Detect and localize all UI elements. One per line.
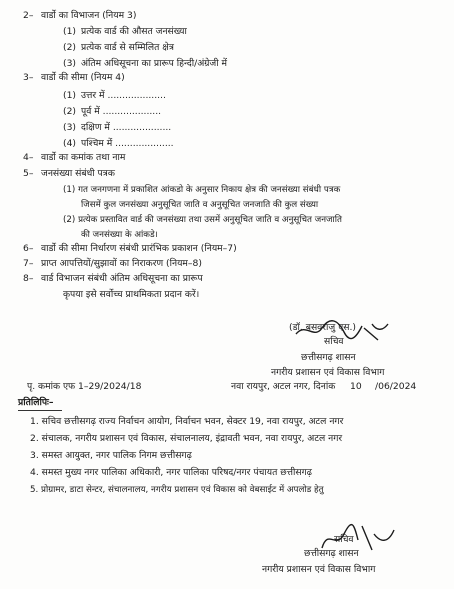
item-3-title: वार्डो की सीमा (नियम 4) [41,72,125,83]
item-3-sub-3-number: (3) [63,122,77,133]
item-2-sub-3-number: (3) [63,58,77,69]
item-3-number: 3– [23,72,34,83]
bottom-signatory-government: छत्तीसगढ़ शासन [304,548,359,559]
item-3-sub-3-text: दक्षिण में .................... [81,122,172,133]
item-2-sub-1-number: (1) [63,26,77,37]
item-7-title: प्राप्त आपत्तियों/सुझावों का निराकरण (नियम–8) [41,258,202,269]
item-4-number: 4– [23,152,34,163]
copy-heading: प्रतिलिपिः– [18,397,54,408]
copy-item-3: 3. समस्त आयुक्त, नगर पालिक निगम छत्तीसगढ़ [30,450,192,461]
copy-heading-underline [18,410,62,411]
item-5-sub-1-line-1: (1) गत जनगणना में प्रकाशित आंकडो के अनुसार निकाय क्षेत्र की जनसंख्या संबंधी पत्रक [63,185,341,195]
item-2-sub-3-text: अंतिम अधिसूचना का प्रारूप हिन्दी/अंग्रेजी में [81,58,228,69]
copy-item-4: 4. समस्त मुख्य नगर पालिका अधिकारी, नगर पालिका परिषद/नगर पंचायत छत्तीसगढ़ [30,467,312,478]
signatory-name: (डॉ. बसवराजु एस.) [289,322,356,333]
item-5-sub-2-line-1: (2) प्रत्येक प्रस्तावित वार्ड की जनसंख्या तथा उसमें अनुसूचित जाति व अनुसूचित जनजाति [63,215,342,225]
request-line: कृपया इसे सर्वोच्च प्राथमिकता प्रदान करें। [63,289,200,300]
item-5-number: 5– [23,168,34,179]
item-2-sub-2-text: प्रत्येक वार्ड से सम्मिलित क्षेत्र [81,42,174,53]
item-3-sub-2-text: पूर्व में .................... [81,106,162,117]
signatory-department: नगरीय प्रशासन एवं विकास विभाग [271,367,385,378]
item-3-sub-1-number: (1) [63,90,77,101]
memo-place-date: नवा रायपुर, अटल नगर, दिनांक [231,381,336,392]
copy-item-2: 2. संचालक, नगरीय प्रशासन एवं विकास, संचालनालय, इंद्रावती भवन, नवा रायपुर, अटल नगर [30,433,343,444]
memo-number: पृ. कमांक एफ 1–29/2024/18 [27,381,142,392]
item-3-sub-1-text: उत्तर में .................... [81,90,166,101]
item-5-title: जनसंख्या संबंधी पत्रक [41,168,115,179]
item-2-number: 2– [23,10,34,21]
item-2-sub-1-text: प्रत्येक वार्ड की औसत जनसंख्या [81,26,187,37]
item-3-sub-2-number: (2) [63,106,77,117]
item-8-number: 8– [23,273,34,284]
copy-item-1: 1. सचिव छत्तीसगढ़ राज्य निर्वाचन आयोग, निर्वाचन भवन, सेक्टर 19, नवा रायपुर, अटल नगर [30,416,344,427]
item-2-sub-2-number: (2) [63,42,77,53]
item-5-sub-1-line-2: जिसमें कुल जनसंख्या अनुसूचित जाति व अनुसूचित जनजाति की कुल संख्या [81,200,319,210]
signatory-government: छत्तीसगढ़ शासन [301,352,356,363]
bottom-signatory-department: नगरीय प्रशासन एवं विकास विभाग [262,564,376,575]
signatory-designation: सचिव [324,336,344,347]
memo-day: 10 [350,381,362,392]
memo-month-year: /06/2024 [375,381,417,392]
item-6-title: वार्डो की सीमा निर्धारण संबंधी प्रारंभिक प्रकाशन (नियम–7) [41,243,237,254]
item-5-sub-2-line-2: की जनसंख्या के आंकडे। [81,230,158,240]
bottom-signatory-designation: सचिव [334,534,354,545]
item-6-number: 6– [23,243,34,254]
item-3-sub-4-text: पश्चिम में .................... [81,138,174,149]
item-4-title: वार्डो का कमांक तथा नाम [41,152,126,163]
copy-item-5: 5. प्रोग्रामर, डाटा सेन्टर, संचालनालय, नगरीय प्रशासन एवं विकास को वेबसाईट में अपलोड हेतु [30,485,324,495]
item-2-title: वार्डो का विभाजन (नियम 3) [41,10,137,21]
item-8-title: वार्ड विभाजन संबंधी अंतिम अधिसूचना का प्रारूप [41,273,203,284]
item-7-number: 7– [23,258,34,269]
item-3-sub-4-number: (4) [63,138,77,149]
